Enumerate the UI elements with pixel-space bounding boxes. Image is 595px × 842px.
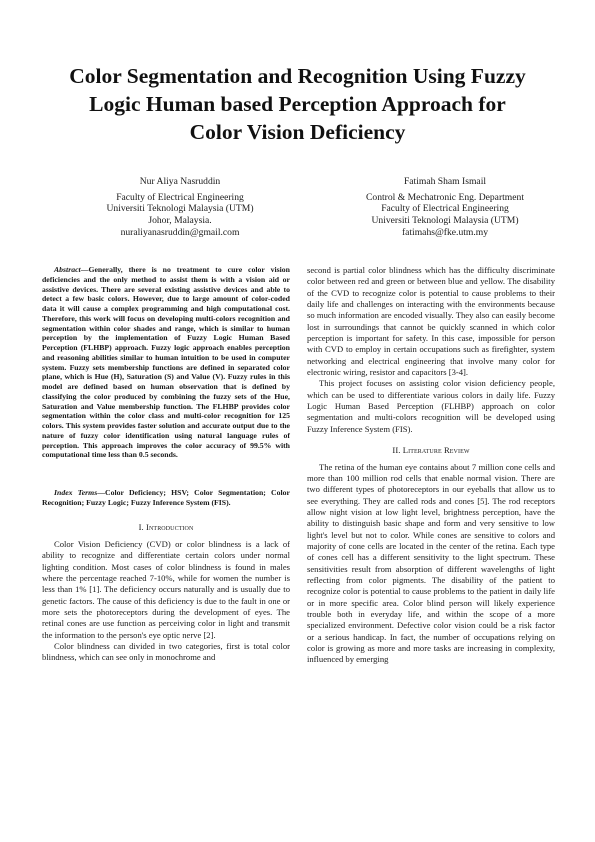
author-email: nuraliyanasruddin@gmail.com — [120, 226, 240, 238]
section-heading-literature-review — [307, 445, 555, 456]
author-email: fatimahs@fke.utm.my — [401, 226, 489, 238]
index-terms — [42, 488, 290, 508]
right-column — [307, 265, 555, 666]
paragraph: This project focuses on assisting color vision deficiency people, which can be used to differentiate various colors in daily life. Fuzzy Logic Human Based Perception (FLHBP) approach on color segmentation and multi-colors recognition will be developed using Fuzzy Inference System (FIS). — [307, 378, 555, 434]
paragraph: second is partial color blindness which has the difficulty discriminate color between red and green or between blue and yellow. The disability of the CVD to recognize color is potential to cause problems to their daily life and challenges on interacting with the environments because so much information are encoded visually. They also can easily become lost in surroundings that cannot be quickly scanned in which color perception is important for safety. In this case, impossible for person with CVD to employ in certain occupations such as firefighter, system networking and electrical engineering that involve many color for electronic wiring, resistor and capacitors [3-4]. — [307, 265, 555, 378]
section-number: I. — [138, 521, 147, 532]
title-line: Color Vision Deficiency — [189, 120, 406, 144]
left-column — [42, 265, 290, 664]
author-name: Fatimah Sham Ismail — [403, 176, 487, 187]
section-title: Introduction — [146, 521, 194, 532]
index-terms-label: Index Terms — [54, 488, 98, 497]
abstract — [42, 265, 290, 460]
title-line: Color Segmentation and Recognition Using Fuzzy — [69, 64, 526, 88]
paragraph: The retina of the human eye contains about 7 million cone cells and more than 100 million rod cells that enable normal vision. There are two different types of photoreceptors in our eyeballs that allow us to see everything. They are called rods and cones [5]. The rod receptors allow night vision at low light level, brightness perception, have the ability to distinguish basic shape and form and very sensitive to low light's level but not to color. While cones are sensitive to colors and majority of cone cells are located in the center of the retina. Each type of cones cell has a different sensitivity to the light spectrum. These sensitivities result from absorption of different wavelengths of light reflecting from color pigments. The disability of the patient to recognize color is potential to cause problems to the patient in daily life or in more specific area. Color blind person will likely experience trouble both in everyday life, and within the scope of a more specialized environment. Defective color vision could be a risk factor or a serious handicap. In fact, the number of occupations relying on color is growing as more and more tasks are increasing in complexity, influenced by emerging — [307, 461, 555, 665]
author-location: Johor, Malaysia. — [148, 215, 212, 227]
author-block — [60, 176, 300, 239]
section-number: II. — [392, 445, 403, 456]
paragraph: Color Vision Deficiency (CVD) or color blindness is a lack of ability to recognize and differentiate certain colors under normal lighting condition. Most cases of color blindness is found in males where the percentage reached 7-10%, while for women the number is less than 1% [1]. The deficiency occurs naturally and is usually due to genetic factors. The cause of this deficiency is due to the fault in one or more sets the photoreceptors during the development of eyes. The retinal cones are use function as perceiving color in light and transmit the information to the person's eye optic nerve [2]. — [42, 538, 290, 640]
section-heading-introduction — [42, 522, 290, 533]
author-university: Faculty of Electrical Engineering — [381, 203, 509, 215]
author-university: Universiti Teknologi Malaysia (UTM) — [106, 203, 254, 215]
section-title: Literature Review — [402, 445, 470, 456]
author-department: Faculty of Electrical Engineering — [116, 191, 244, 203]
abstract-label: Abstract — [54, 265, 81, 274]
abstract-text: —Generally, there is no treatment to cure color vision deficiencies and the only method to assist them is with a vision aid or assistive devices. There are several existing assistive devices and able to detect a few basic colors. However, due to large amount of color-coded data it will cause a complex programming and high computational cost. Therefore, this work will focus on developing multi-colors recognition and segmentation within color shades and range, which is similar to human perception by the implementation of Fuzzy Logic Human Based Perception (FLHBP) approach. Fuzzy logic approach enables perception and reasoning abilities similar to human intuition to be used in computer system. Fuzzy sets membership functions are defined in separated color plane, which is Hue (H), Saturation (S) and Value (V). Fuzzy rules in this model are defined based on human observation that is defined by classifying the color produced by combining the fuzzy sets of the Hue, Saturation and Value membership function. The FLHBP provides color segmentation within the color class and multi-color recognition for 125 colors. This system provides faster solution and accurate output due to the nature of fuzzy color identification using natural language rules of perception. This approach improves the color accuracy of 99.5% with computational time less than 0.5 seconds. — [42, 265, 290, 460]
paper-title — [30, 62, 565, 146]
paragraph: Color blindness can divided in two categories, first is total color blindness, which can see only in monochrome and — [42, 640, 290, 663]
index-terms-text: —Color Deficiency; HSV; Color Segmentation; Color Recognition; Fuzzy Logic; Fuzzy Inference System (FIS). — [42, 488, 290, 507]
title-line: Logic Human based Perception Approach for — [89, 92, 506, 116]
author-name: Nur Aliya Nasruddin — [139, 176, 221, 187]
author-department: Control & Mechatronic Eng. Department — [366, 191, 524, 203]
author-location: Universiti Teknologi Malaysia (UTM) — [371, 215, 519, 227]
author-block — [325, 176, 565, 239]
